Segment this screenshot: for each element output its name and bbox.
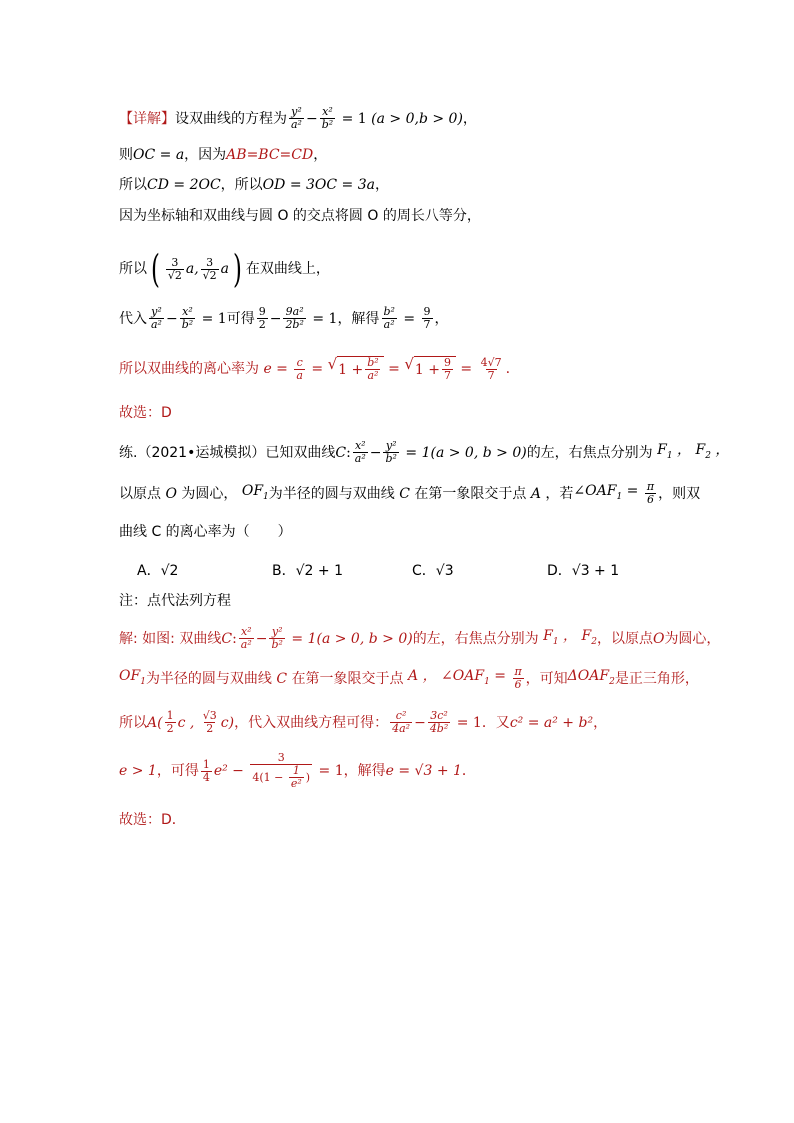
note-line: 注：点代法列方程 xyxy=(119,593,231,609)
eq-cd: CD = 2OC xyxy=(147,177,221,193)
exercise-line-3: 曲线 C 的离心率为（ ） xyxy=(119,524,292,540)
eq-od: OD = 3OC = 3a xyxy=(262,177,375,193)
detail-line-3: 所以 CD = 2OC ，所以 OD = 3OC = 3a ， xyxy=(119,177,389,193)
option-d[interactable]: D．√3 + 1 xyxy=(547,563,620,579)
frac-y2-a2: $\frac{\text{y²}}{\text{a²}}$ xyxy=(291,105,302,131)
detail-condition: (a > 0,b > 0) xyxy=(371,110,463,127)
detail-line-7: 所以双曲线的离心率为 e = $\frac{c}{a}$ = √ 1 + $\frac{\text{b²}}{\text{a²}}$ = √ 1 + $\frac{9}{7}$ = $\frac{4√7}{7}$ . xyxy=(119,355,511,382)
frac-3-sqrt2: $\frac{3}{√2}$ xyxy=(167,255,182,282)
detail-line-4: 因为坐标轴和双曲线与圆 O 的交点将圆 O 的周长八等分， xyxy=(119,208,481,224)
solution-line-4: e > 1 ，可得 $\frac{1}{4}$ e² − 3 4(1 − $\frac{1}{\text{e²}}$ ) = 1 ，解得 e = √3 + 1 ． xyxy=(119,751,476,790)
solution-line-1: 解: 如图: 双曲线 C : $\frac{\text{x²}}{\text{a²}}$ − $\frac{\text{y²}}{\text{b²}}$ = 1(a > 0, b > 0) 的左，右焦点分别为 $F_1$ ， $F_2$ ，以原点 O 为圆心， xyxy=(119,625,721,652)
detail-line-6: 代入 $\frac{\text{y²}}{\text{a²}}$ − $\frac{\text{x²}}{\text{b²}}$ = 1 可得 $\frac{9}{2}$ − $\frac{\text{9a²}}{\text{2b²}}$ = 1 ，解得 $\frac{\text{b²}}{\text{a²}}$ = $\frac{9}{7}$ ， xyxy=(119,305,449,331)
detail-l1-text: 设双曲线的方程为 xyxy=(175,110,287,127)
detail-line-5: 所以 ( $\frac{3}{√2}$ a, $\frac{3}{√2}$ a ) 在双曲线上， xyxy=(119,247,330,291)
detail-line-2: 则 OC = a ，因为 AB=BC=CD ， xyxy=(119,147,328,163)
option-c[interactable]: C．√3 xyxy=(412,563,454,579)
frac-x2-b2: $\frac{\text{x²}}{\text{b²}}$ xyxy=(321,105,334,131)
option-b[interactable]: B．√2 + 1 xyxy=(272,563,343,579)
solution-answer: 故选：D． xyxy=(119,812,186,828)
exercise-line-2: 以原点 O 为圆心， $OF_1$ 为半径的圆与双曲线 C 在第一象限交于点 A ，若 $\angle OAF_1$ = $\frac{\pi}{6}$ ，则双 xyxy=(119,480,701,507)
detail-answer: 故选：D xyxy=(119,405,172,421)
option-a[interactable]: A．√2 xyxy=(137,563,179,579)
solution-line-3: 所以 A( $\frac{1}{2}$ c , $\frac{√3}{2}$ c) ，代入双曲线方程可得： $\frac{\text{c²}}{\text{4a²}}$ − $\frac{\text{3c²}}{\text{4b²}}$ = 1 ．又 c² = a² + b² ， xyxy=(119,709,608,735)
exercise-line-1: 练.（2021•运城模拟）已知双曲线 C : $\frac{\text{x²}}{\text{a²}}$ − $\frac{\text{y²}}{\text{b²}}$ = 1(a > 0, b > 0) 的左，右焦点分别为 $F_1$ ， $F_2$ ， xyxy=(119,439,730,466)
solution-line-2: $OF_1$ 为半径的圆与双曲线 C 在第一象限交于点 A ， $\angle OAF_1$ = $\frac{\pi}{6}$ ，可知 $\Delta OAF_2$ 是正三角形， xyxy=(119,665,699,692)
detail-tag: 【详解】 xyxy=(119,110,175,127)
eq-oc: OC = a xyxy=(133,147,185,163)
detail-line-1: 【详解】 设双曲线的方程为 $\frac{\text{y²}}{\text{a²}}$ − $\frac{\text{x²}}{\text{b²}}$ = 1 (a > 0,b > 0) ， xyxy=(119,105,477,131)
eq-ab-bc-cd: AB=BC=CD xyxy=(226,147,314,163)
